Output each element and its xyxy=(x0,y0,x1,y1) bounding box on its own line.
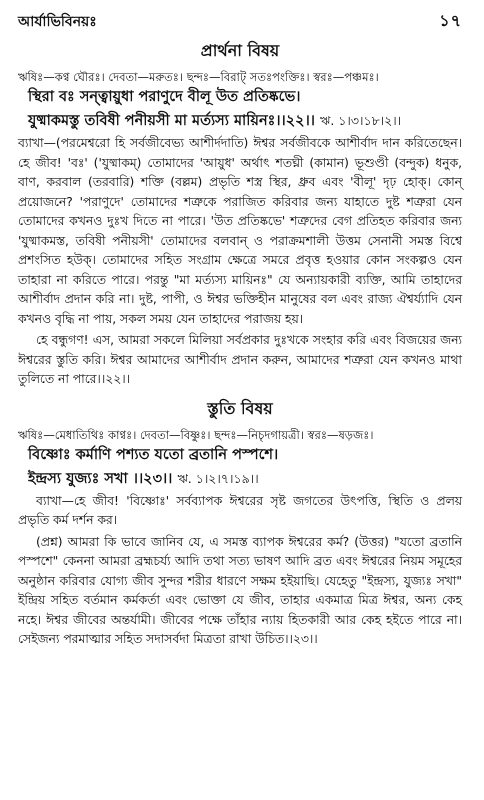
commentary-paragraph: ব্যাখা—(পরমেশ্বরো হি সর্বজীবেভ্য আশীর্দদাতি) ঈশ্বর সর্বজীবকে আশীর্বাদ দান করিতেছেন। হে জীব! 'বঃ' ('যুষ্মাকম্) তোমাদের 'আয়ুধ' অর্থাৎ শতঘ্নী (কামান) ভূশুণ্ডী (বন্দুক) ধনুক, বাণ, করবাল (তরবারি) শক্তি (বল্লম) প্রভৃতি শস্ত্র স্থির, ধ্রুব এবং 'বীলূ' দৃঢ় হোক্‌। কোন্ প্রয়োজনে? 'পরাণুদে' তোমাদের শত্রুকে পরাজিত করিবার জন্য যাহাতে দুষ্ট শত্রুরা যেন তোমাদের কখনও দুঃখ দিতে না পারে। 'উত প্রতিষ্কভে' শত্রুদের বেগ প্রতিহত করিবার জন্য 'যুষ্মাকমস্ত, তবিষী পনীয়সী' তোমাদের বলবান্ ও পরাক্রমশালী উত্তম সেনানী সমস্ত বিশ্বে প্রশংসিত হউক্‌। তোমাদের সহিত সংগ্রাম ক্ষেত্রে সমরে প্রবৃত্ত হওয়ার কোন সংকল্পও যেন তাহারা না করিতে পারে। পরন্তু "মা মর্ত্যস্য মায়িনঃ" যে অন্যায়কারী ব্যক্তি, আমি তাহাদের আশীর্বাদ প্রদান করি না। দুষ্ট, পাপী, ও ঈশ্বর ভক্তিহীন মানুষের বল এবং রাজ্য ঐশ্বর্য্যাদি যেন কখনও বৃদ্ধি না পায়, সকল সময় যেন তাহাদের পরাজয় হয়। xyxy=(18,136,462,326)
section-heading: স্তুতি বিষয় xyxy=(207,398,273,418)
verse-text: ইন্দ্রস্য যুজ্যঃ সখা ।।২৩।। xyxy=(28,470,173,487)
verse-reference: ঋ. ১।৩।১৮।২।। xyxy=(320,113,402,128)
running-title: আর্যাভিবিনয়ঃ xyxy=(18,14,97,30)
verse-line xyxy=(18,109,462,133)
verse-metadata: ঋষিঃ—মেধাতিথিঃ কাণ্বঃ। দেবতা—বিষ্ণুঃ। ছন্দঃ—নিচৃদগায়ত্রী। স্বরঃ—ষড়জঃ। xyxy=(18,427,374,442)
running-header xyxy=(18,8,462,34)
commentary-paragraph: হে বন্ধুগণ! এস, আমরা সকলে মিলিয়া সর্বপ্রকার দুঃখকে সংহার করি এবং বিজয়ের জন্য ঈশ্বরের স্তুতি করি। ঈশ্বর আমাদের আশীর্বাদ প্রদান করুন, আমাদের শত্রুরা যেন কখনও মাথা তুলিতে না পারে।।২২।। xyxy=(18,333,462,386)
section-prayer xyxy=(18,38,462,390)
verse-line xyxy=(18,467,462,491)
verse-line: বিষ্ণোঃ কর্মাণি পশ্যত যতো ব্রতানি পস্পশে। xyxy=(28,446,279,463)
section-praise xyxy=(18,396,462,650)
verse-text: যুষ্মাকমস্তু তবিষী পনীয়সী মা মর্ত্যস্য মায়িনঃ।।২২।। xyxy=(28,113,315,129)
page-number: ১৭ xyxy=(439,11,462,30)
commentary-paragraph: (প্রশ্ন) আমরা কি ভাবে জানিব যে, এ সমস্ত ব্যাপক ঈশ্বরের কর্ম? (উত্তর) "যতো ব্রতানি পস্পশে" কেননা আমরা ব্রহ্মচর্য্য আদি তথা সত্য ভাষণ আদি ব্রত এবং ঈশ্বরের নিয়ম সমূহের অনুষ্ঠান করিবার যোগ্য জীব সুন্দর শরীর ধারণে সক্ষম হইয়াছি। যেহেতু "ইন্দ্রস্য, যুজ্যঃ সখা" ইন্দ্রিয় সহিত বর্তমান কর্মকর্তা এবং ভোক্তা যে জীব, তাহার একমাত্র মিত্র ঈশ্বর, অন্য কেহ নহে। ঈশ্বর জীবের অন্তর্যামী। জীবের পক্ষে তাঁহার ন্যায় হিতকারী আর কেহ হইতে পারে না। সেইজন্য পরমাত্মার সহিত সদাসর্বদা মিত্রতা রাখা উচিত।।২৩।। xyxy=(18,534,462,646)
verse-metadata: ঋষিঃ—কণ্ব ঘৌরঃ। দেবতা—মরুতঃ। ছন্দঃ—বিরাট্‌ সতঃপংক্তিঃ। স্বরঃ—পঞ্চমঃ। xyxy=(18,70,379,84)
verse-reference: ঋ. ১।২।৭।১৯।। xyxy=(177,470,259,486)
section-heading: প্রার্থনা বিষয় xyxy=(200,41,280,60)
commentary-paragraph: ব্যাখা—হে জীব! 'বিষ্ণোঃ' সর্বব্যাপক ঈশ্বরের সৃষ্ট জগতের উৎপত্তি, স্থিতি ও প্রলয় প্রভৃতি কর্ম দর্শন কর। xyxy=(18,493,462,527)
verse-line: স্থিরা বঃ সন্ত্বায়ুধা পরাণুদে বীলূ উত প্রতিষ্কভে। xyxy=(28,89,301,105)
